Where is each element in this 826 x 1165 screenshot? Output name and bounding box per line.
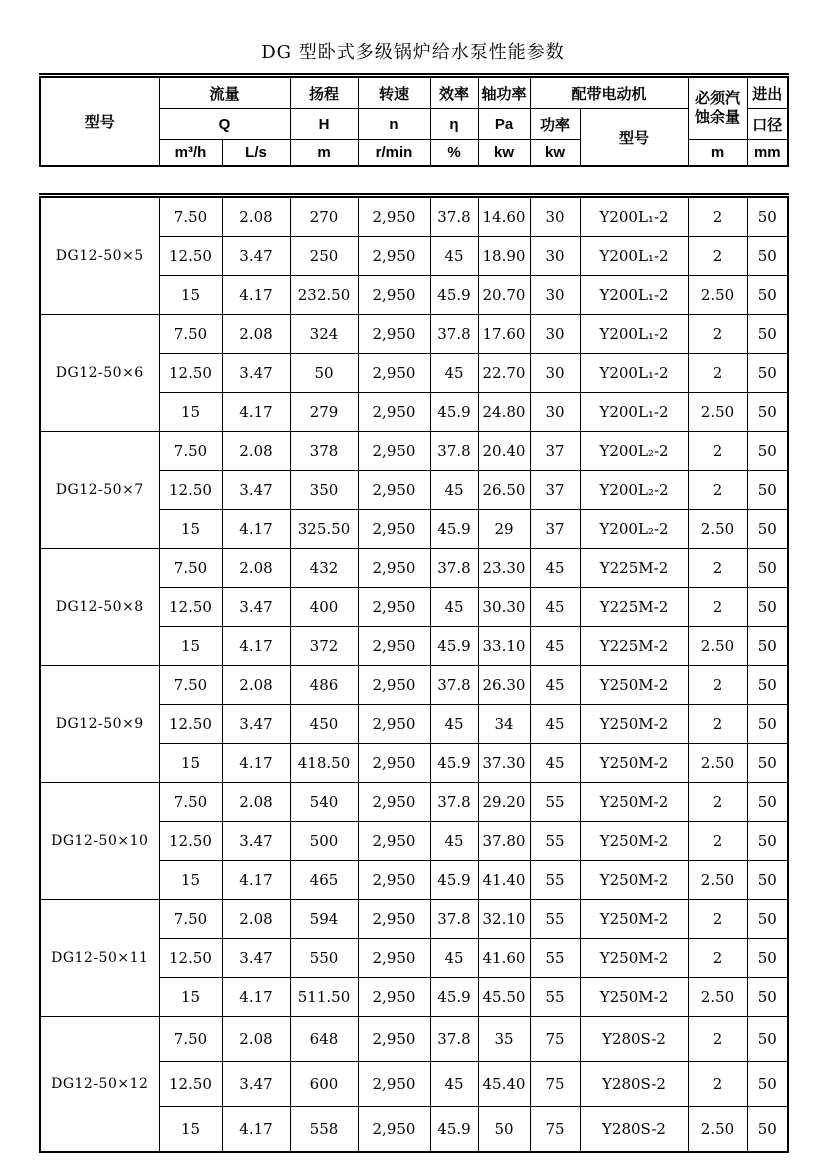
pump-table-body bbox=[40, 196, 788, 1153]
efficiency-cell: 37.8 bbox=[430, 549, 478, 588]
pump-model-cell: DG12-50×12 bbox=[40, 1017, 159, 1153]
efficiency-cell: 45 bbox=[430, 1062, 478, 1107]
shaft-power-cell: 24.80 bbox=[478, 393, 530, 432]
motor-model-cell: Y280S-2 bbox=[580, 1107, 688, 1153]
head-cell: 540 bbox=[290, 783, 358, 822]
shaft-power-cell: 35 bbox=[478, 1017, 530, 1062]
port-diameter-cell: 50 bbox=[747, 393, 788, 432]
flow-ls-cell: 4.17 bbox=[222, 744, 290, 783]
flow-m3h-cell: 15 bbox=[159, 510, 222, 549]
shaft-power-cell: 29 bbox=[478, 510, 530, 549]
port-diameter-cell: 50 bbox=[747, 237, 788, 276]
flow-m3h-cell: 15 bbox=[159, 861, 222, 900]
motor-power-cell: 55 bbox=[530, 822, 580, 861]
port-diameter-cell: 50 bbox=[747, 939, 788, 978]
port-diameter-cell: 50 bbox=[747, 900, 788, 939]
motor-model-cell: Y200L₂-2 bbox=[580, 510, 688, 549]
flow-m3h-cell: 12.50 bbox=[159, 822, 222, 861]
port-diameter-cell: 50 bbox=[747, 627, 788, 666]
flow-m3h-cell: 12.50 bbox=[159, 1062, 222, 1107]
npsh-cell: 2 bbox=[688, 1017, 747, 1062]
speed-cell: 2,950 bbox=[358, 822, 430, 861]
port-diameter-cell: 50 bbox=[747, 276, 788, 315]
efficiency-cell: 37.8 bbox=[430, 432, 478, 471]
flow-m3h-cell: 15 bbox=[159, 276, 222, 315]
efficiency-cell: 45 bbox=[430, 705, 478, 744]
head-cell: 350 bbox=[290, 471, 358, 510]
flow-m3h-cell: 15 bbox=[159, 1107, 222, 1153]
symbol-eta: η bbox=[430, 109, 478, 140]
col-header-motor: 配带电动机 bbox=[530, 76, 688, 109]
col-header-motor-power: 功率 bbox=[530, 109, 580, 140]
motor-power-cell: 30 bbox=[530, 276, 580, 315]
head-cell: 50 bbox=[290, 354, 358, 393]
efficiency-cell: 37.8 bbox=[430, 315, 478, 354]
npsh-cell: 2 bbox=[688, 315, 747, 354]
npsh-cell: 2 bbox=[688, 822, 747, 861]
unit-ls: L/s bbox=[222, 140, 290, 167]
motor-power-cell: 30 bbox=[530, 237, 580, 276]
npsh-cell: 2 bbox=[688, 1062, 747, 1107]
pump-model-cell: DG12-50×9 bbox=[40, 666, 159, 783]
symbol-pa: Pa bbox=[478, 109, 530, 140]
pump-model-cell: DG12-50×8 bbox=[40, 549, 159, 666]
efficiency-cell: 37.8 bbox=[430, 666, 478, 705]
motor-power-cell: 55 bbox=[530, 861, 580, 900]
port-diameter-cell: 50 bbox=[747, 196, 788, 237]
page-title: DG 型卧式多级锅炉给水泵性能参数 bbox=[261, 42, 565, 63]
speed-cell: 2,950 bbox=[358, 196, 430, 237]
head-cell: 418.50 bbox=[290, 744, 358, 783]
npsh-label-line2: 蚀余量 bbox=[695, 108, 741, 126]
efficiency-cell: 45.9 bbox=[430, 393, 478, 432]
speed-cell: 2,950 bbox=[358, 276, 430, 315]
head-cell: 279 bbox=[290, 393, 358, 432]
efficiency-cell: 45 bbox=[430, 354, 478, 393]
motor-power-cell: 45 bbox=[530, 627, 580, 666]
speed-cell: 2,950 bbox=[358, 549, 430, 588]
flow-ls-cell: 3.47 bbox=[222, 471, 290, 510]
motor-power-cell: 75 bbox=[530, 1017, 580, 1062]
motor-model-cell: Y200L₁-2 bbox=[580, 237, 688, 276]
flow-ls-cell: 2.08 bbox=[222, 196, 290, 237]
motor-power-cell: 55 bbox=[530, 900, 580, 939]
speed-cell: 2,950 bbox=[358, 783, 430, 822]
flow-m3h-cell: 7.50 bbox=[159, 783, 222, 822]
npsh-cell: 2 bbox=[688, 549, 747, 588]
motor-model-cell: Y280S-2 bbox=[580, 1062, 688, 1107]
port-diameter-cell: 50 bbox=[747, 432, 788, 471]
efficiency-cell: 37.8 bbox=[430, 196, 478, 237]
shaft-power-cell: 32.10 bbox=[478, 900, 530, 939]
table-row bbox=[40, 900, 788, 939]
efficiency-cell: 37.8 bbox=[430, 1017, 478, 1062]
shaft-power-cell: 37.30 bbox=[478, 744, 530, 783]
port-diameter-cell: 50 bbox=[747, 315, 788, 354]
col-header-motor-model: 型号 bbox=[580, 109, 688, 167]
shaft-power-cell: 29.20 bbox=[478, 783, 530, 822]
flow-m3h-cell: 12.50 bbox=[159, 471, 222, 510]
efficiency-cell: 45.9 bbox=[430, 861, 478, 900]
col-header-shaft-power: 轴功率 bbox=[478, 76, 530, 109]
speed-cell: 2,950 bbox=[358, 744, 430, 783]
col-header-efficiency: 效率 bbox=[430, 76, 478, 109]
pump-model-cell: DG12-50×10 bbox=[40, 783, 159, 900]
motor-power-cell: 37 bbox=[530, 471, 580, 510]
head-cell: 372 bbox=[290, 627, 358, 666]
npsh-cell: 2 bbox=[688, 783, 747, 822]
head-cell: 486 bbox=[290, 666, 358, 705]
motor-power-cell: 37 bbox=[530, 510, 580, 549]
head-cell: 324 bbox=[290, 315, 358, 354]
port-diameter-cell: 50 bbox=[747, 783, 788, 822]
col-header-npsh bbox=[688, 76, 747, 140]
pump-data-table bbox=[39, 193, 789, 1153]
shaft-power-cell: 34 bbox=[478, 705, 530, 744]
motor-model-cell: Y250M-2 bbox=[580, 783, 688, 822]
npsh-cell: 2.50 bbox=[688, 627, 747, 666]
head-cell: 500 bbox=[290, 822, 358, 861]
npsh-cell: 2 bbox=[688, 705, 747, 744]
speed-cell: 2,950 bbox=[358, 861, 430, 900]
table-row bbox=[40, 1017, 788, 1062]
head-cell: 450 bbox=[290, 705, 358, 744]
port-diameter-cell: 50 bbox=[747, 978, 788, 1017]
motor-model-cell: Y200L₂-2 bbox=[580, 432, 688, 471]
shaft-power-cell: 20.70 bbox=[478, 276, 530, 315]
col-header-model: 型号 bbox=[40, 76, 159, 167]
flow-m3h-cell: 7.50 bbox=[159, 1017, 222, 1062]
flow-ls-cell: 2.08 bbox=[222, 315, 290, 354]
head-cell: 648 bbox=[290, 1017, 358, 1062]
head-cell: 400 bbox=[290, 588, 358, 627]
shaft-power-cell: 41.40 bbox=[478, 861, 530, 900]
npsh-cell: 2.50 bbox=[688, 861, 747, 900]
npsh-cell: 2.50 bbox=[688, 393, 747, 432]
shaft-power-cell: 41.60 bbox=[478, 939, 530, 978]
motor-power-cell: 75 bbox=[530, 1107, 580, 1153]
port-diameter-cell: 50 bbox=[747, 1062, 788, 1107]
unit-motor-kw: kw bbox=[530, 140, 580, 167]
motor-model-cell: Y200L₁-2 bbox=[580, 315, 688, 354]
speed-cell: 2,950 bbox=[358, 1017, 430, 1062]
flow-m3h-cell: 7.50 bbox=[159, 315, 222, 354]
col-header-port-line1: 进出 bbox=[747, 76, 788, 109]
head-cell: 378 bbox=[290, 432, 358, 471]
port-diameter-cell: 50 bbox=[747, 1107, 788, 1153]
head-cell: 432 bbox=[290, 549, 358, 588]
motor-model-cell: Y250M-2 bbox=[580, 744, 688, 783]
unit-rmin: r/min bbox=[358, 140, 430, 167]
speed-cell: 2,950 bbox=[358, 354, 430, 393]
unit-m3h: m³/h bbox=[159, 140, 222, 167]
motor-model-cell: Y250M-2 bbox=[580, 939, 688, 978]
flow-ls-cell: 3.47 bbox=[222, 354, 290, 393]
head-cell: 550 bbox=[290, 939, 358, 978]
npsh-cell: 2.50 bbox=[688, 1107, 747, 1153]
flow-ls-cell: 2.08 bbox=[222, 900, 290, 939]
shaft-power-cell: 45.40 bbox=[478, 1062, 530, 1107]
npsh-cell: 2 bbox=[688, 588, 747, 627]
speed-cell: 2,950 bbox=[358, 705, 430, 744]
motor-model-cell: Y225M-2 bbox=[580, 588, 688, 627]
shaft-power-cell: 20.40 bbox=[478, 432, 530, 471]
speed-cell: 2,950 bbox=[358, 588, 430, 627]
flow-ls-cell: 3.47 bbox=[222, 939, 290, 978]
speed-cell: 2,950 bbox=[358, 978, 430, 1017]
npsh-cell: 2 bbox=[688, 939, 747, 978]
shaft-power-cell: 22.70 bbox=[478, 354, 530, 393]
npsh-cell: 2.50 bbox=[688, 510, 747, 549]
col-header-speed: 转速 bbox=[358, 76, 430, 109]
efficiency-cell: 45.9 bbox=[430, 978, 478, 1017]
head-cell: 232.50 bbox=[290, 276, 358, 315]
flow-m3h-cell: 7.50 bbox=[159, 666, 222, 705]
motor-model-cell: Y200L₁-2 bbox=[580, 276, 688, 315]
flow-m3h-cell: 15 bbox=[159, 978, 222, 1017]
unit-shaft-kw: kw bbox=[478, 140, 530, 167]
motor-model-cell: Y280S-2 bbox=[580, 1017, 688, 1062]
port-diameter-cell: 50 bbox=[747, 1017, 788, 1062]
npsh-cell: 2.50 bbox=[688, 276, 747, 315]
flow-ls-cell: 2.08 bbox=[222, 549, 290, 588]
flow-m3h-cell: 12.50 bbox=[159, 237, 222, 276]
efficiency-cell: 45 bbox=[430, 471, 478, 510]
motor-power-cell: 37 bbox=[530, 432, 580, 471]
flow-ls-cell: 2.08 bbox=[222, 666, 290, 705]
shaft-power-cell: 50 bbox=[478, 1107, 530, 1153]
table-row bbox=[40, 783, 788, 822]
motor-power-cell: 30 bbox=[530, 315, 580, 354]
motor-model-cell: Y225M-2 bbox=[580, 627, 688, 666]
unit-mm: mm bbox=[747, 140, 788, 167]
npsh-label-line1: 必须汽 bbox=[695, 89, 741, 107]
port-diameter-cell: 50 bbox=[747, 861, 788, 900]
speed-cell: 2,950 bbox=[358, 1107, 430, 1153]
speed-cell: 2,950 bbox=[358, 510, 430, 549]
port-diameter-cell: 50 bbox=[747, 705, 788, 744]
flow-m3h-cell: 12.50 bbox=[159, 354, 222, 393]
npsh-cell: 2 bbox=[688, 900, 747, 939]
motor-model-cell: Y250M-2 bbox=[580, 900, 688, 939]
flow-m3h-cell: 15 bbox=[159, 393, 222, 432]
head-cell: 270 bbox=[290, 196, 358, 237]
flow-ls-cell: 4.17 bbox=[222, 627, 290, 666]
speed-cell: 2,950 bbox=[358, 471, 430, 510]
efficiency-cell: 45 bbox=[430, 822, 478, 861]
motor-model-cell: Y250M-2 bbox=[580, 666, 688, 705]
efficiency-cell: 37.8 bbox=[430, 900, 478, 939]
table-row bbox=[40, 666, 788, 705]
symbol-speed-n: n bbox=[358, 109, 430, 140]
npsh-cell: 2 bbox=[688, 432, 747, 471]
flow-m3h-cell: 12.50 bbox=[159, 705, 222, 744]
speed-cell: 2,950 bbox=[358, 432, 430, 471]
table-row bbox=[40, 196, 788, 237]
npsh-cell: 2.50 bbox=[688, 978, 747, 1017]
port-diameter-cell: 50 bbox=[747, 822, 788, 861]
col-header-port-line2: 口径 bbox=[747, 109, 788, 140]
efficiency-cell: 45.9 bbox=[430, 627, 478, 666]
flow-m3h-cell: 15 bbox=[159, 627, 222, 666]
head-cell: 325.50 bbox=[290, 510, 358, 549]
motor-power-cell: 55 bbox=[530, 783, 580, 822]
motor-power-cell: 30 bbox=[530, 393, 580, 432]
flow-ls-cell: 3.47 bbox=[222, 588, 290, 627]
motor-power-cell: 45 bbox=[530, 666, 580, 705]
col-header-head: 扬程 bbox=[290, 76, 358, 109]
motor-model-cell: Y200L₂-2 bbox=[580, 471, 688, 510]
flow-m3h-cell: 7.50 bbox=[159, 432, 222, 471]
port-diameter-cell: 50 bbox=[747, 666, 788, 705]
head-cell: 511.50 bbox=[290, 978, 358, 1017]
flow-ls-cell: 3.47 bbox=[222, 822, 290, 861]
unit-head-m: m bbox=[290, 140, 358, 167]
head-cell: 465 bbox=[290, 861, 358, 900]
table-row bbox=[40, 432, 788, 471]
flow-ls-cell: 2.08 bbox=[222, 1017, 290, 1062]
flow-ls-cell: 3.47 bbox=[222, 705, 290, 744]
unit-npsh-m: m bbox=[688, 140, 747, 167]
flow-m3h-cell: 12.50 bbox=[159, 588, 222, 627]
shaft-power-cell: 18.90 bbox=[478, 237, 530, 276]
npsh-cell: 2 bbox=[688, 354, 747, 393]
port-diameter-cell: 50 bbox=[747, 549, 788, 588]
npsh-cell: 2.50 bbox=[688, 744, 747, 783]
pump-model-cell: DG12-50×5 bbox=[40, 196, 159, 315]
shaft-power-cell: 14.60 bbox=[478, 196, 530, 237]
motor-model-cell: Y225M-2 bbox=[580, 549, 688, 588]
efficiency-cell: 45.9 bbox=[430, 1107, 478, 1153]
flow-ls-cell: 4.17 bbox=[222, 978, 290, 1017]
npsh-cell: 2 bbox=[688, 471, 747, 510]
flow-ls-cell: 2.08 bbox=[222, 783, 290, 822]
flow-m3h-cell: 7.50 bbox=[159, 196, 222, 237]
speed-cell: 2,950 bbox=[358, 393, 430, 432]
symbol-flow-q: Q bbox=[159, 109, 290, 140]
efficiency-cell: 45 bbox=[430, 588, 478, 627]
head-cell: 600 bbox=[290, 1062, 358, 1107]
motor-model-cell: Y200L₁-2 bbox=[580, 393, 688, 432]
shaft-power-cell: 23.30 bbox=[478, 549, 530, 588]
pump-model-cell: DG12-50×6 bbox=[40, 315, 159, 432]
port-diameter-cell: 50 bbox=[747, 510, 788, 549]
motor-power-cell: 30 bbox=[530, 196, 580, 237]
port-diameter-cell: 50 bbox=[747, 354, 788, 393]
table-row bbox=[40, 315, 788, 354]
motor-power-cell: 45 bbox=[530, 549, 580, 588]
symbol-head-h: H bbox=[290, 109, 358, 140]
port-diameter-cell: 50 bbox=[747, 744, 788, 783]
flow-m3h-cell: 15 bbox=[159, 744, 222, 783]
motor-model-cell: Y250M-2 bbox=[580, 705, 688, 744]
flow-m3h-cell: 7.50 bbox=[159, 900, 222, 939]
speed-cell: 2,950 bbox=[358, 237, 430, 276]
npsh-cell: 2 bbox=[688, 666, 747, 705]
shaft-power-cell: 45.50 bbox=[478, 978, 530, 1017]
motor-model-cell: Y200L₁-2 bbox=[580, 354, 688, 393]
shaft-power-cell: 33.10 bbox=[478, 627, 530, 666]
motor-model-cell: Y200L₁-2 bbox=[580, 196, 688, 237]
motor-power-cell: 30 bbox=[530, 354, 580, 393]
speed-cell: 2,950 bbox=[358, 1062, 430, 1107]
motor-power-cell: 45 bbox=[530, 744, 580, 783]
shaft-power-cell: 37.80 bbox=[478, 822, 530, 861]
flow-ls-cell: 3.47 bbox=[222, 1062, 290, 1107]
efficiency-cell: 37.8 bbox=[430, 783, 478, 822]
document-page bbox=[39, 0, 787, 1153]
head-cell: 250 bbox=[290, 237, 358, 276]
efficiency-cell: 45.9 bbox=[430, 276, 478, 315]
motor-model-cell: Y250M-2 bbox=[580, 822, 688, 861]
motor-power-cell: 75 bbox=[530, 1062, 580, 1107]
motor-power-cell: 55 bbox=[530, 978, 580, 1017]
port-diameter-cell: 50 bbox=[747, 471, 788, 510]
shaft-power-cell: 17.60 bbox=[478, 315, 530, 354]
flow-ls-cell: 4.17 bbox=[222, 393, 290, 432]
unit-percent: % bbox=[430, 140, 478, 167]
speed-cell: 2,950 bbox=[358, 315, 430, 354]
flow-m3h-cell: 12.50 bbox=[159, 939, 222, 978]
flow-ls-cell: 4.17 bbox=[222, 1107, 290, 1153]
motor-model-cell: Y250M-2 bbox=[580, 861, 688, 900]
table-row bbox=[40, 549, 788, 588]
motor-power-cell: 55 bbox=[530, 939, 580, 978]
motor-power-cell: 45 bbox=[530, 705, 580, 744]
flow-m3h-cell: 7.50 bbox=[159, 549, 222, 588]
shaft-power-cell: 26.30 bbox=[478, 666, 530, 705]
shaft-power-cell: 26.50 bbox=[478, 471, 530, 510]
motor-model-cell: Y250M-2 bbox=[580, 978, 688, 1017]
efficiency-cell: 45 bbox=[430, 939, 478, 978]
speed-cell: 2,950 bbox=[358, 939, 430, 978]
shaft-power-cell: 30.30 bbox=[478, 588, 530, 627]
head-cell: 558 bbox=[290, 1107, 358, 1153]
efficiency-cell: 45 bbox=[430, 237, 478, 276]
col-header-flow: 流量 bbox=[159, 76, 290, 109]
head-cell: 594 bbox=[290, 900, 358, 939]
port-diameter-cell: 50 bbox=[747, 588, 788, 627]
flow-ls-cell: 4.17 bbox=[222, 510, 290, 549]
table-gap bbox=[39, 167, 787, 193]
flow-ls-cell: 2.08 bbox=[222, 432, 290, 471]
flow-ls-cell: 3.47 bbox=[222, 237, 290, 276]
npsh-cell: 2 bbox=[688, 237, 747, 276]
flow-ls-cell: 4.17 bbox=[222, 276, 290, 315]
flow-ls-cell: 4.17 bbox=[222, 861, 290, 900]
pump-model-cell: DG12-50×11 bbox=[40, 900, 159, 1017]
motor-power-cell: 45 bbox=[530, 588, 580, 627]
speed-cell: 2,950 bbox=[358, 666, 430, 705]
npsh-cell: 2 bbox=[688, 196, 747, 237]
efficiency-cell: 45.9 bbox=[430, 510, 478, 549]
table-header bbox=[39, 73, 789, 167]
efficiency-cell: 45.9 bbox=[430, 744, 478, 783]
pump-model-cell: DG12-50×7 bbox=[40, 432, 159, 549]
speed-cell: 2,950 bbox=[358, 900, 430, 939]
speed-cell: 2,950 bbox=[358, 627, 430, 666]
